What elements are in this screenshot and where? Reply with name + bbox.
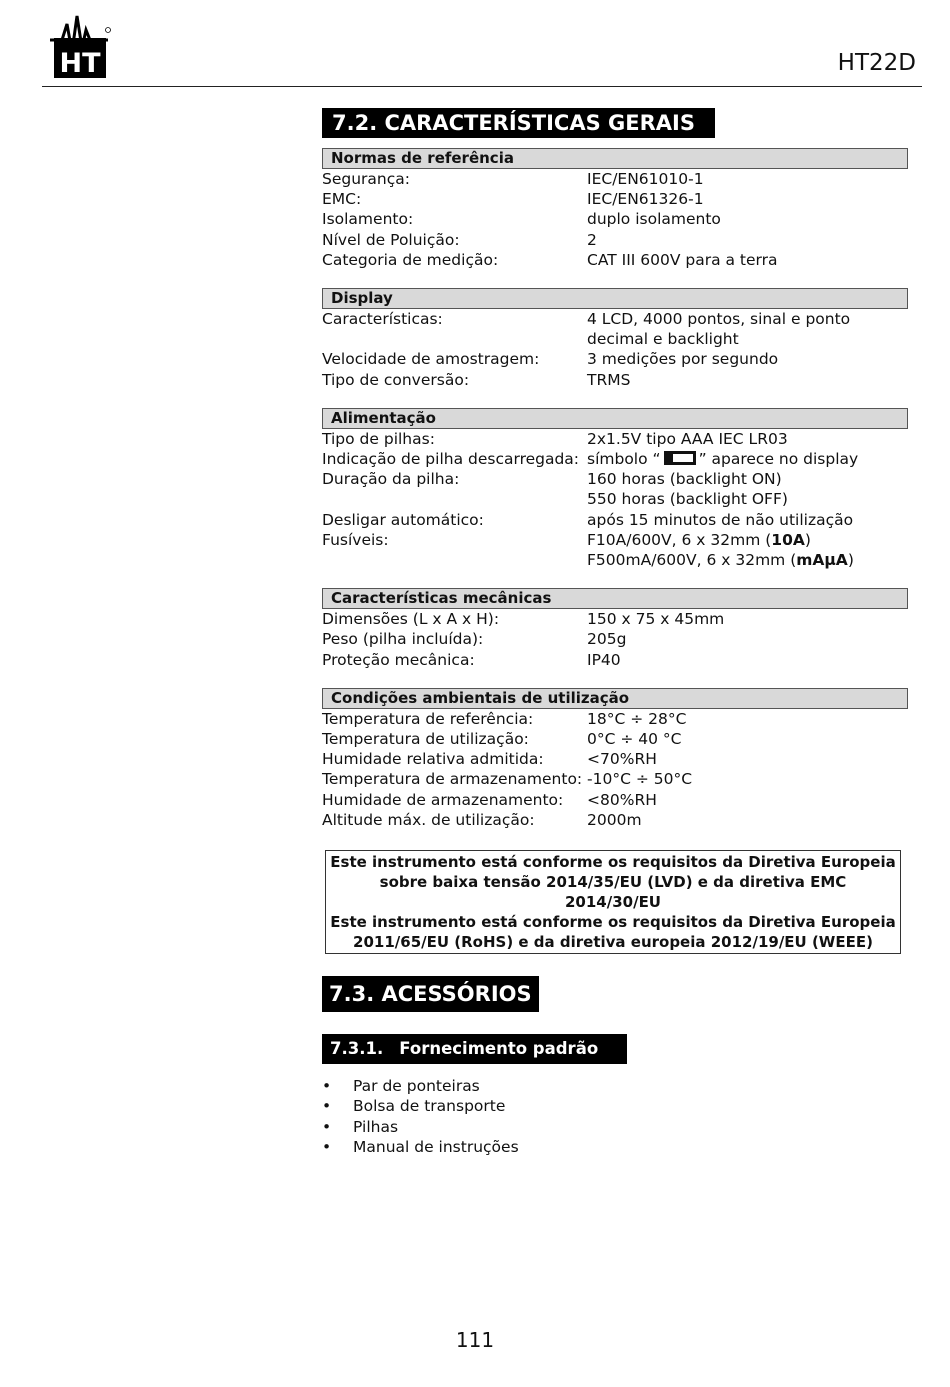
notice-line: Este instrumento está conforme os requisitos da Diretiva Europeia <box>330 913 896 932</box>
group-header-alimentacao: Alimentação <box>322 408 908 429</box>
spec-value: IP40 <box>587 650 621 669</box>
group-header-ambientais: Condições ambientais de utilização <box>322 688 908 709</box>
spec-label: EMC: <box>322 190 362 209</box>
spec-label: Proteção mecânica: <box>322 650 475 669</box>
notice-line: sobre baixa tensão 2014/35/EU (LVD) e da diretiva EMC 2014/30/EU <box>379 873 847 912</box>
spec-row <box>322 769 908 789</box>
section-7-3-1-title <box>322 1034 627 1064</box>
list-item: • Manual de instruções <box>322 1137 908 1157</box>
fuse-2 <box>587 550 908 570</box>
spec-row <box>322 189 908 209</box>
spec-label: Tipo de conversão: <box>322 370 470 389</box>
spec-value: 2000m <box>587 810 642 829</box>
group-rows-display <box>322 309 908 390</box>
group-rows-mecanicas <box>322 609 908 670</box>
spec-value: IEC/EN61326-1 <box>587 190 704 209</box>
spec-label: Temperatura de referência: <box>322 709 534 728</box>
fuse-2-close: ) <box>847 551 854 570</box>
spec-row <box>322 810 908 830</box>
spec-value: <80%RH <box>587 790 657 809</box>
section-7-2-title: 7.2. CARACTERÍSTICAS GERAIS <box>322 108 715 138</box>
model-name: HT22D <box>837 50 916 76</box>
fuse-1-bold: 10A <box>771 530 805 549</box>
group-header-display: Display <box>322 288 908 309</box>
spec-label: Características: <box>322 310 443 329</box>
spec-row <box>322 230 908 250</box>
spec-value: IEC/EN61010-1 <box>587 170 704 188</box>
spec-label: Duração da pilha: <box>322 470 460 489</box>
logo-text: HT <box>59 48 101 79</box>
spec-label: Desligar automático: <box>322 510 484 529</box>
spec-value: 205g <box>587 630 627 649</box>
spec-label: Peso (pilha incluída): <box>322 630 484 649</box>
fuse-1 <box>587 530 908 550</box>
section-number: 7.3.1. <box>330 1039 384 1059</box>
spec-value: 18°C ÷ 28°C <box>587 709 687 728</box>
spec-row <box>322 309 908 349</box>
header-rule <box>42 86 922 87</box>
spec-row <box>322 530 908 570</box>
fuse-1-text: F10A/600V, 6 x 32mm ( <box>587 530 772 549</box>
spec-label: Segurança: <box>322 170 410 188</box>
notice-line: 2011/65/EU (RoHS) e da diretiva europeia 2012/19/EU (WEEE) <box>353 933 873 952</box>
group-rows-ambientais <box>322 709 908 830</box>
spec-row <box>322 209 908 229</box>
compliance-notice <box>325 850 901 954</box>
spec-value: 0°C ÷ 40 °C <box>587 730 682 749</box>
fuse-2-bold: mAμA <box>796 551 848 570</box>
spec-label: Humidade relativa admitida: <box>322 750 544 769</box>
spec-row <box>322 349 908 369</box>
spec-label: Isolamento: <box>322 210 414 229</box>
fuse-2-text: F500mA/600V, 6 x 32mm ( <box>587 551 797 570</box>
list-item: • Pilhas <box>322 1117 908 1137</box>
value-suffix: ” aparece no display <box>698 450 859 469</box>
list-item: • Par de ponteiras <box>322 1076 908 1096</box>
notice-line: Este instrumento está conforme os requisitos da Diretiva Europeia <box>330 853 896 872</box>
spec-row <box>322 510 908 530</box>
list-item: • Bolsa de transporte <box>322 1096 908 1116</box>
group-header-normas: Normas de referência <box>322 148 908 169</box>
spec-value: duplo isolamento <box>587 210 721 229</box>
spec-label: Temperatura de armazenamento: <box>322 770 583 789</box>
spec-value-fuses <box>587 530 908 570</box>
spec-label: Humidade de armazenamento: <box>322 790 564 809</box>
section-7-3-title: 7.3. ACESSÓRIOS <box>322 976 539 1012</box>
spec-row <box>322 469 908 509</box>
spec-label: Dimensões (L x A x H): <box>322 610 500 629</box>
battery-low-icon <box>664 451 696 465</box>
spec-label: Nível de Poluição: <box>322 230 460 249</box>
spec-row <box>322 790 908 810</box>
spec-label: Temperatura de utilização: <box>322 730 529 749</box>
spec-row <box>322 370 908 390</box>
spec-row <box>322 429 908 449</box>
group-rows-alimentacao <box>322 429 908 570</box>
spec-value: TRMS <box>587 370 631 389</box>
spec-value: 160 horas (backlight ON) 550 horas (backlight OFF) <box>587 470 788 509</box>
spec-row <box>322 749 908 769</box>
spec-label: Altitude máx. de utilização: <box>322 810 535 829</box>
spec-row <box>322 729 908 749</box>
spec-value: 150 x 75 x 45mm <box>587 610 725 629</box>
spec-value: 2 <box>587 230 597 249</box>
spec-row <box>322 609 908 629</box>
spec-value: 3 medições por segundo <box>587 350 779 369</box>
spec-value: 2x1.5V tipo AAA IEC LR03 <box>587 429 788 448</box>
accessories-list <box>322 1076 908 1157</box>
spec-row <box>322 709 908 729</box>
spec-value <box>587 449 908 469</box>
spec-label: Indicação de pilha descarregada: <box>322 450 580 469</box>
ht-logo <box>50 8 112 80</box>
spec-label: Fusíveis: <box>322 530 389 549</box>
section-title-text: Fornecimento padrão <box>399 1039 599 1059</box>
spec-value: após 15 minutos de não utilização <box>587 510 854 529</box>
spec-value: 4 LCD, 4000 pontos, sinal e ponto decimal e backlight <box>587 310 851 349</box>
value-prefix: símbolo “ <box>587 450 661 469</box>
spec-row <box>322 650 908 670</box>
group-header-mecanicas: Características mecânicas <box>322 588 908 609</box>
main-content <box>322 108 908 1157</box>
spec-row <box>322 629 908 649</box>
spec-value: -10°C ÷ 50°C <box>587 770 693 789</box>
spec-row <box>322 169 908 189</box>
spec-label: Categoria de medição: <box>322 250 499 269</box>
spec-row <box>322 449 908 469</box>
group-rows-normas <box>322 169 908 270</box>
spec-label: Tipo de pilhas: <box>322 429 435 448</box>
fuse-1-close: ) <box>804 530 811 549</box>
page-number: 111 <box>455 1328 495 1352</box>
spec-value: CAT III 600V para a terra <box>587 250 778 269</box>
spec-label: Velocidade de amostragem: <box>322 350 540 369</box>
spec-row <box>322 250 908 270</box>
spec-value: <70%RH <box>587 750 657 769</box>
